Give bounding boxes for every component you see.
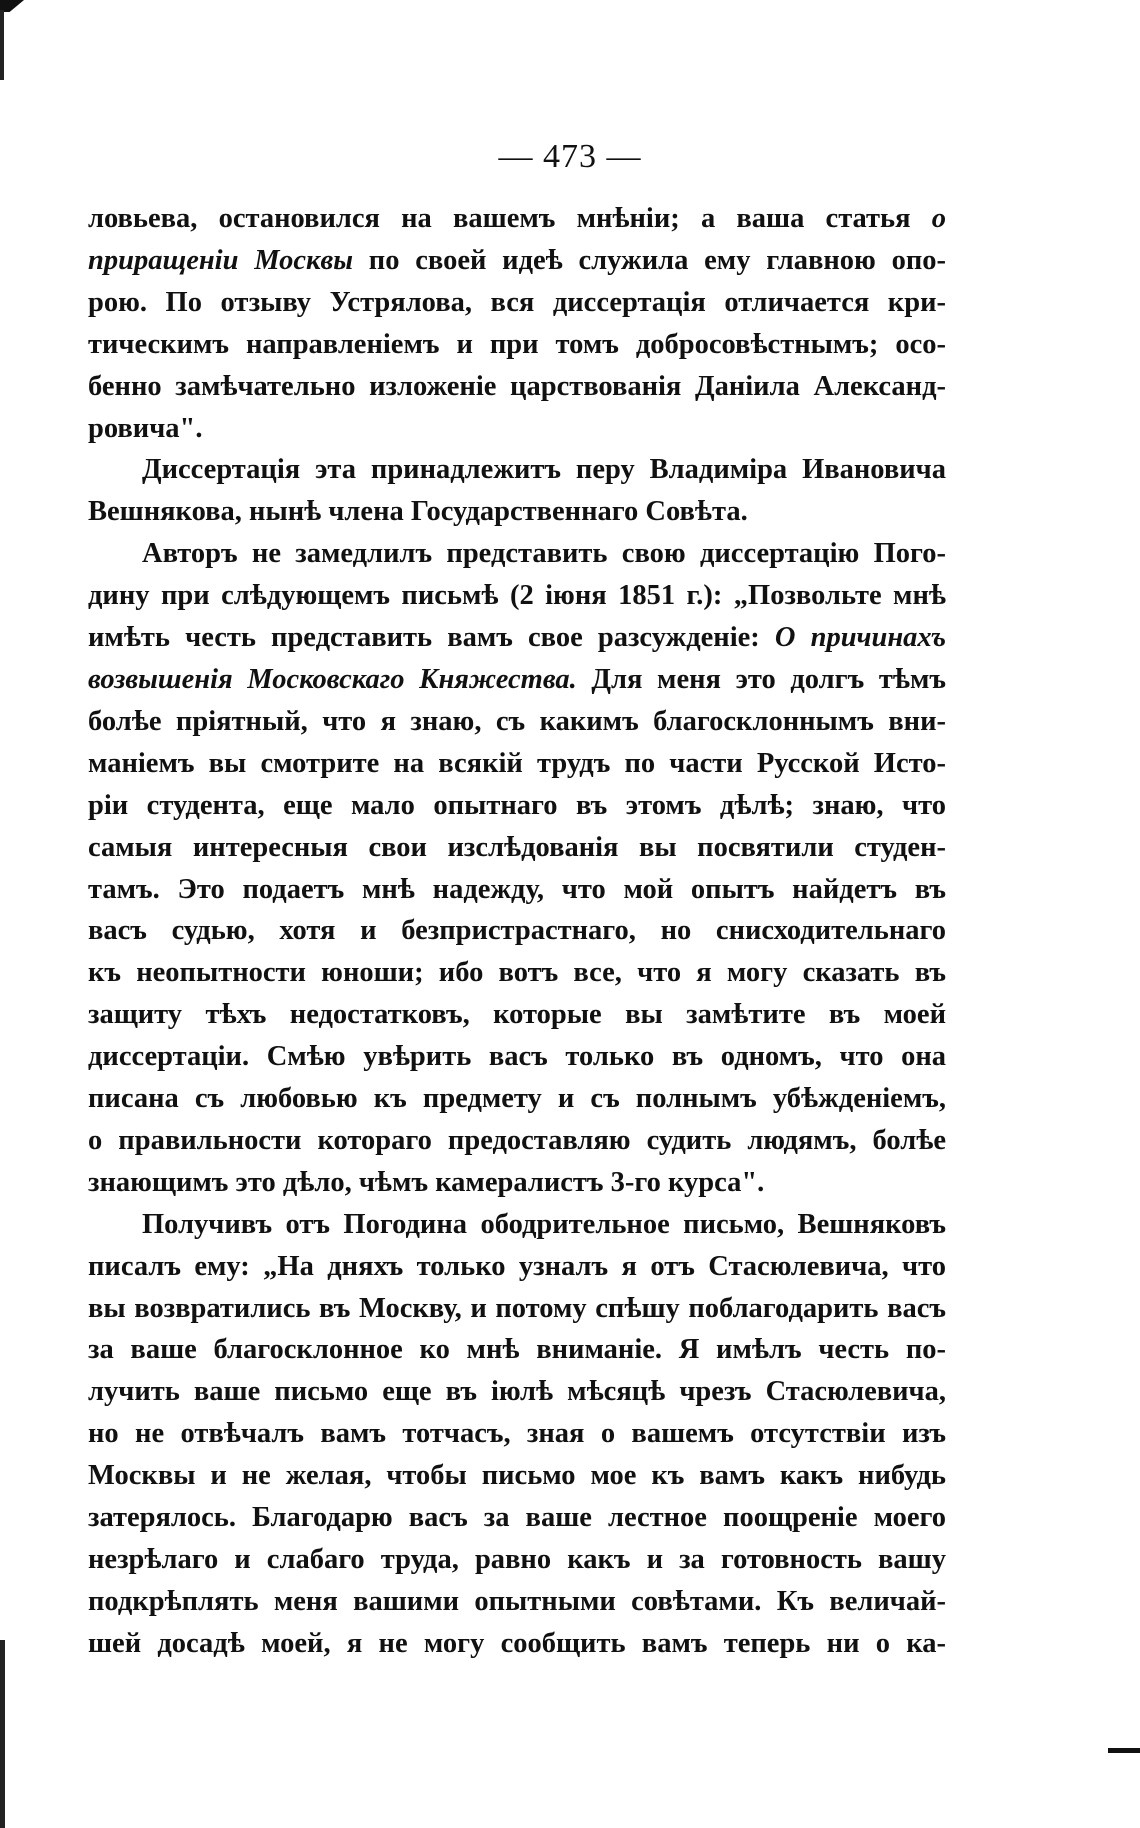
page-number: — 473 —: [498, 138, 642, 175]
text-run: тамъ. Это подаетъ мнѣ надежду, что мой опытъ найдетъ въ: [88, 873, 946, 905]
text-run: Москвы и не желая, чтобы письмо мое къ вамъ какъ нибудь: [88, 1460, 946, 1492]
text-line: [88, 1413, 946, 1455]
text-line: [88, 282, 946, 324]
text-line: [88, 1078, 946, 1120]
text-line: [88, 827, 946, 869]
text-line: [88, 743, 946, 785]
text-line: [88, 952, 946, 994]
text-line: [88, 910, 946, 952]
text-line: [88, 1539, 946, 1581]
italic-text: о: [931, 203, 946, 234]
text-line: [88, 1288, 946, 1330]
text-run: рою. По отзыву Устрялова, вся диссертація отличается кри-: [88, 286, 946, 318]
text-run: лучить ваше письмо еще въ іюлѣ мѣсяцѣ чрезъ Стасюлевича,: [88, 1376, 946, 1408]
text-run: Авторъ не замедлилъ представить свою диссертацію Пого-: [142, 538, 946, 570]
text-line: [88, 869, 946, 911]
text-line: [88, 408, 946, 450]
text-run: шей досадѣ моей, я не могу сообщить вамъ теперь ни о ка-: [88, 1627, 946, 1659]
text-run: писалъ ему: „На дняхъ только узналъ я отъ Стасюлевича, что: [88, 1250, 946, 1282]
paragraph: [88, 449, 946, 533]
text-run: самыя интересныя свои изслѣдованія вы посвятили студен-: [88, 831, 946, 863]
text-line: [88, 617, 946, 659]
text-run: Диссертація эта принадлежитъ перу Владиміра Ивановича: [142, 454, 946, 486]
text-run: подкрѣплять меня вашими опытными совѣтами. Къ величай-: [88, 1585, 946, 1617]
text-line: [88, 1120, 946, 1162]
text-run: о правильности котораго предоставляю судить людямъ, болѣе: [88, 1124, 946, 1156]
text-run: дину при слѣдующемъ письмѣ (2 іюня 1851 г.): „Позвольте мнѣ: [88, 580, 946, 612]
paragraph: [88, 1204, 946, 1665]
text-line: [88, 1581, 946, 1623]
text-run: защиту тѣхъ недостатковъ, которые вы замѣтите въ моей: [88, 999, 946, 1031]
text-line: [88, 533, 946, 575]
text-run: имѣть честь представить вамъ свое разсужденіе:: [88, 622, 775, 654]
scan-edge-mark: [0, 10, 4, 80]
text-line: [88, 1329, 946, 1371]
text-line: [88, 1623, 946, 1665]
text-line: [88, 366, 946, 408]
text-run: болѣе пріятный, что я знаю, съ какимъ благосклоннымъ вни-: [88, 705, 946, 737]
body-text: [88, 198, 946, 1665]
scan-edge-mark: [1108, 1748, 1140, 1753]
text-line: [88, 324, 946, 366]
text-line: [88, 449, 946, 491]
text-line: [88, 198, 946, 240]
text-run: затерялось. Благодарю васъ за ваше лестное поощреніе моего: [88, 1502, 946, 1534]
italic-text: О причинахъ: [774, 622, 946, 654]
text-line: [88, 1162, 946, 1204]
text-run: ровича".: [88, 412, 203, 444]
text-run: ловьева, остановился на вашемъ мнѣніи; а ваша статья: [88, 203, 932, 234]
text-line: [88, 575, 946, 617]
text-run: незрѣлаго и слабаго труда, равно какъ и за готовность вашу: [88, 1544, 946, 1575]
text-run: по своей идеѣ служила ему главною опо-: [353, 244, 946, 276]
text-line: [88, 491, 946, 533]
text-line: [88, 1455, 946, 1497]
scan-edge-mark: [0, 1640, 5, 1828]
text-run: Вешнякова, нынѣ члена Государственнаго Совѣта.: [88, 496, 748, 528]
text-run: Получивъ отъ Погодина ободрительное письмо, Вешняковъ: [142, 1208, 946, 1240]
text-line: [88, 240, 946, 282]
paragraph: [88, 533, 946, 1204]
text-line: [88, 1246, 946, 1288]
italic-text: приращеніи Москвы: [88, 244, 353, 276]
text-line: [88, 701, 946, 743]
text-line: [88, 994, 946, 1036]
text-line: [88, 1036, 946, 1078]
text-run: писана съ любовью къ предмету и съ полнымъ убѣжденіемъ,: [88, 1083, 946, 1115]
text-run: ріи студента, еще мало опытнаго въ этомъ дѣлѣ; знаю, что: [88, 789, 946, 821]
text-line: [88, 1371, 946, 1413]
text-run: Для меня это долгъ тѣмъ: [576, 663, 946, 695]
italic-text: возвышенія Московскаго Княжества.: [88, 663, 577, 695]
text-run: къ неопытности юноши; ибо вотъ все, что я могу сказать въ: [88, 957, 946, 989]
text-run: знающимъ это дѣло, чѣмъ камералистъ 3-го курса".: [88, 1166, 765, 1198]
text-run: но не отвѣчалъ вамъ тотчасъ, зная о вашемъ отсутствіи изъ: [88, 1418, 946, 1450]
paragraph: [88, 198, 946, 449]
text-line: [88, 659, 946, 701]
text-run: бенно замѣчательно изложеніе царствованія Даніила Александ-: [88, 370, 946, 402]
text-run: за ваше благосклонное ко мнѣ вниманіе. Я имѣлъ честь по-: [88, 1334, 946, 1366]
text-line: [88, 1497, 946, 1539]
text-line: [88, 785, 946, 827]
text-run: тическимъ направленіемъ и при томъ добросовѣстнымъ; осо-: [88, 328, 946, 360]
text-line: [88, 1204, 946, 1246]
text-run: васъ судью, хотя и безпристрастнаго, но снисходительнаго: [88, 915, 946, 947]
text-run: маніемъ вы смотрите на всякій трудъ по части Русской Исто-: [88, 747, 946, 779]
text-run: вы возвратились въ Москву, и потому спѣшу поблагодарить васъ: [88, 1292, 946, 1324]
text-run: диссертаціи. Смѣю увѣрить васъ только въ одномъ, что она: [88, 1041, 946, 1073]
